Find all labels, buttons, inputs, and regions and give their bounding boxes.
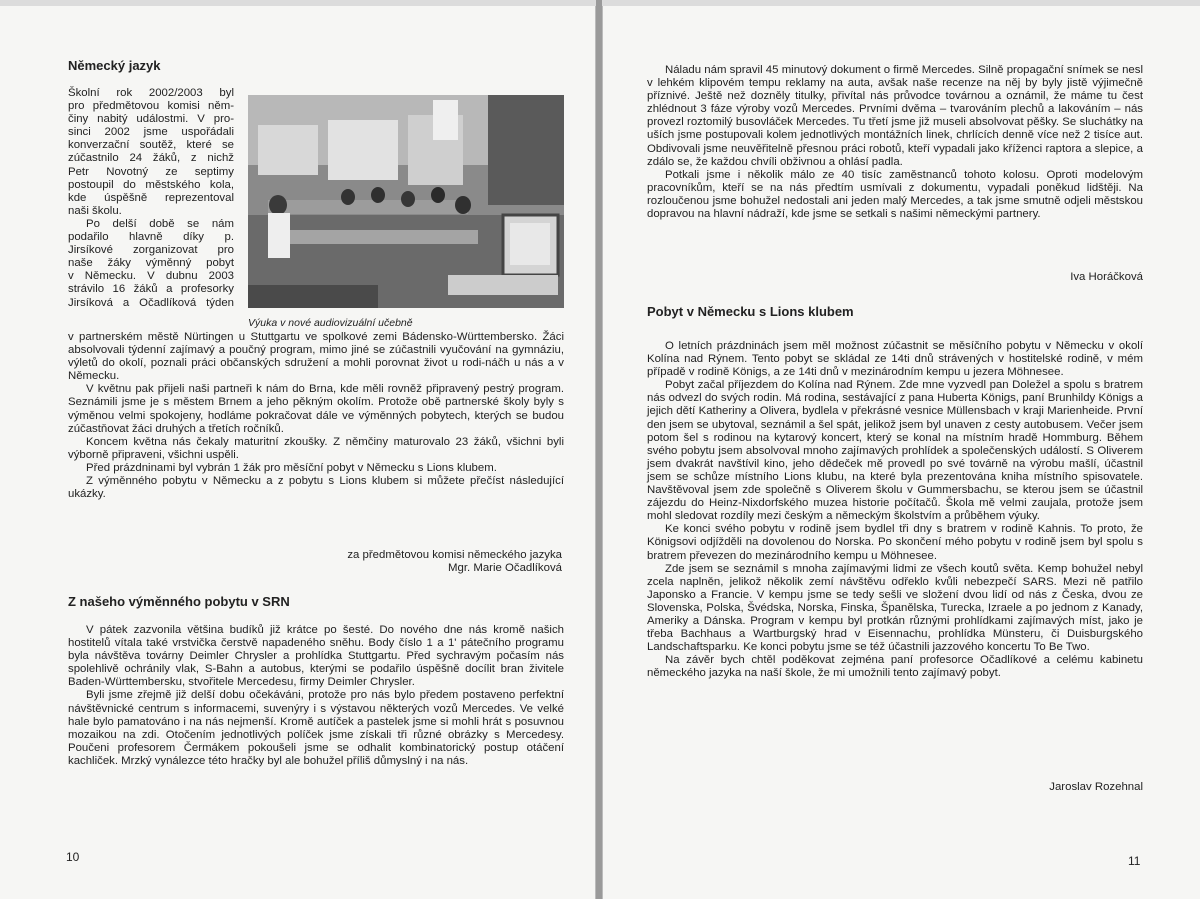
classroom-photo (248, 95, 564, 308)
body-text-3 (647, 64, 1143, 221)
section-heading: Německý jazyk (68, 58, 161, 73)
intro-line: Jirsíkové zorganizovat pro (68, 244, 234, 257)
paragraph: Potkali jsme i několik málo ze 40 tisíc zaměstnanců tohoto kolosu. Oproti modelovým pracovníkům, kteří se na nás předtím usmívali z dokumentu, vypadali poněkud lidštěji. Na rozloučenou jsme bohužel nedostali ani jeden malý Mercedes, a tak jsme smutně odjeli městskou dopravou na hlavní nádraží, kde jsme se setkali s našimi německými partnery. (647, 168, 1143, 221)
paragraph: V pátek zazvonila většina budíků již krátce po šesté. Do nového dne nás kromě našich hostitelů vítala také vrstvička čerstvě napadeného sněhu. Body číslo 1 a 1' pátečního programu byla návštěva továrny Deimler Chrysler a prohlídka Stuttgartu. Před sychravým počasím nás spolehlivě ochránily vlak, S-Bahn a autobus, kterými se podařilo úspěšně docílit bran živitele Baden-Württembersku, stvořitele Mercedesu, firmy Deimler Chrysler. (68, 624, 564, 689)
body-text-1 (68, 331, 564, 501)
intro-line: naše žáky výměnný pobyt (68, 257, 234, 270)
paragraph: Náladu nám spravil 45 minutový dokument o firmě Mercedes. Silně propagační snímek se nesl v lehkém klipovém tempu reklamy na auta, avšak naše recenze na něj by byly jistě výjimečně příznivé. Ještě než dozněly titulky, přivítal nás průvodce továrnou a oznámil, že máme tu čest zhlédnout 3 fáze výroby vozů Mercedes. Prvními dvěma – tvarováním plechů a lakováním – nás provezl roztomilý busovláček Mercedes. Tu třetí jsme již museli absolvovat pěšky. Se sluchátky na uších jsme postupovali kolem jednotlivých montážních linek, chrlících denně více než 2 tisíce aut. Obdivovali jsme neuvěřitelně přesnou práci robotů, kteří vypadali jako kříženci raptora a slepice, a zdálo se, že každou chvíli obživnou a ohlásí padla. (647, 64, 1143, 168)
intro-column (68, 87, 234, 310)
body-text-4 (647, 340, 1143, 680)
intro-line: Petr Novotný ze septimy (68, 165, 234, 178)
photo-caption: Výuka v nové audiovizuální učebně (248, 317, 413, 329)
intro-line: v Německu. V dubnu 2003 (68, 270, 234, 283)
intro-line: zúčastnilo 24 žáků, z nichž (68, 152, 234, 165)
paragraph: Byli jsme zřejmě již delší dobu očekáváni, protože pro nás bylo předem postaveno perfektní návštěvnické centrum s informacemi, suvenýry i s výstavou některých vozů Mercedes. Ve velké hale bylo pamatováno i na nás nejmenší. Kromě autíček a pastelek jsme si mohli hrát s posuvnou mozaikou na zdi. Otočením jednotlivých políček jsme získali tři různé obrázky s Mercedesy. Poučeni profesorem Čermákem pokoušeli jsme se odhalit kombinatorický postup otáčení kachliček. Mrzký vynálezce této hračky byl ale bohužel příliš důmyslný i na nás. (68, 689, 564, 767)
signature: Iva Horáčková (1070, 271, 1143, 283)
paragraph: Na závěr bych chtěl poděkovat zejména paní profesorce Očadlíkové a celému kabinetu německého jazyka na naší škole, že mi umožnili tento zajímavý pobyt. (647, 654, 1143, 680)
section-heading: Z našeho výměnného pobytu v SRN (68, 594, 290, 609)
intro-line: podařilo hlavně díky p. (68, 231, 234, 244)
intro-line: strávilo 16 žáků a profesorky (68, 283, 234, 296)
left-page (0, 6, 596, 899)
paragraph: v partnerském městě Nürtingen u Stuttgartu ve spolkové zemi Bádensko-Württembersko. Žáci absolvovali týdenní zajímavý a poučný program, mimo jiné se zúčastnili vyučování na gymnáziu, výletů do okolí, poznali práci občanských sdružení a mohli porovnat život u rodi-náčh u nás a v Německu. (68, 331, 564, 383)
intro-line: sinci 2002 jsme uspořádali (68, 126, 234, 139)
signature (300, 549, 562, 575)
paragraph: Z výměnného pobytu v Německu a z pobytu s Lions klubem si můžete přečíst následující ukázky. (68, 475, 564, 501)
intro-line: naši školu. (68, 204, 122, 217)
section-heading: Pobyt v Německu s Lions klubem (647, 304, 854, 319)
paragraph: V květnu pak přijeli naši partneři k nám do Brna, kde měli rovněž připravený pestrý program. Seznámili jsme je s městem Brnem a jeho pěkným okolím. Protože obě partnerské školy byly s výměnou velmi spokojeny, hodláme pokračovat dále ve výměnných pobytech, kterých se budou zúčastňovat žáci druhých a třetích ročníků. (68, 383, 564, 435)
intro-line: Jirsíková a Očadlíková týden (68, 296, 234, 309)
intro-line: pro předmětovou komisi něm- (68, 100, 234, 113)
body-text-2 (68, 624, 564, 768)
paragraph: Před prázdninami byl vybrán 1 žák pro měsíční pobyt v Německu s Lions klubem. (86, 461, 497, 474)
intro-line: činy nabitý událostmi. V pro- (68, 113, 234, 126)
intro-line: konverzační soutěž, které se (68, 139, 234, 152)
intro-line: Po delší době se nám (86, 217, 234, 230)
intro-line: Školní rok 2002/2003 byl (68, 87, 234, 99)
right-page (602, 6, 1200, 899)
signature: Jaroslav Rozehnal (1049, 781, 1143, 793)
signature-name: Mgr. Marie Očadlíková (448, 562, 562, 575)
paragraph: Ke konci svého pobytu v rodině jsem bydlel tři dny s bratrem v rodině Kahnis. To proto, že Königsovi odjížděli na dovolenou do Norska. Po skončení mého pobytu v rodině jsem byl spolu s bratrem převezen do mezinárodního kempu u Möhnesee. (647, 523, 1143, 562)
paragraph: Zde jsem se seznámil s mnoha zajímavými lidmi ze všech koutů světa. Kemp bohužel nebyl zcela naplněn, jelikož několik zemí návštěvu odřeklo kvůli nebezpečí SARS. Mezi ně patřilo Japonsko a Francie. V kempu jsme se tedy sešli ve složení dvou lidí od nás z Česka, dvou ze Slovenska, Polska, Švédska, Norska, Finska, Španělska, Turecka, Izraele a po jednom z Kanady, Ameriky a Dánska. Program v kempu byl protkán různými prohlídkami zajímavých míst, jako je třeba Bachhaus a Wartburgský hrad v Eisennachu, prohlídka Münsteru, či Duisburgského Landschaftsparku. Ke konci pobytu jsme se též účastnili jazzového koncertu To Be Two. (647, 562, 1143, 654)
paragraph: O letních prázdninách jsem měl možnost zúčastnit se měsíčního pobytu v Německu v okolí Kolína nad Rýnem. Tento pobyt se skládal ze 14ti dnů strávených v hostitelské rodině, v mém případě v rodině Königs, a ze 14ti dnů v mezinárodním kempu u jezera Möhnesee. (647, 340, 1143, 379)
paragraph: Koncem května nás čekaly maturitní zkoušky. Z němčiny maturovalo 23 žáků, všichni byli výborně připraveni, všichni uspěli. (68, 435, 564, 461)
page-number: 11 (1128, 854, 1141, 868)
paragraph: Pobyt začal příjezdem do Kolína nad Rýnem. Zde mne vyzvedl pan Doležel a spolu s bratrem nás odvezl do svých rodin. Má rodina, sestávající z pana Huberta Königs, paní Brunhildy Königs a jejich dětí Katheriny a Olivera, bydlela v překrásné vesnice Müllensbach v kraji Marienheide. První den jsem se ubytoval, seznámil a šel spát, jelikož jsem byl unaven z cesty autobusem. Večer jsem potom šel s rodinou na kytarový koncert, který se konal na místním hradě Hommburg. Během svého pobytu jsem absolvoval mnoho zajímavých prohlídek a společenských událostí. S Oliverem jsem dvakrát navštívil kino, jeho dědeček mě provedl po své továrně na výrobu mašlí, účastnil jsem se schůze místního Lions klubu, na které byla prezentována kniha místního spisovatele. Navštěvoval jsem zde společně s Oliverem školu v Gummersbachu, se kterou jsem se účastnil zájezdu do Heinz-Nixdorfského muzea historie počítačů. Škola mě velmi zaujala, protože jsem mohl sledovat rozdíly mezi českým a německým školstvím a průběhem výuky. (647, 379, 1143, 523)
intro-line: postoupil do městského kola, (68, 178, 234, 191)
signature-line: za předmětovou komisi německého jazyka (347, 549, 562, 561)
intro-line: kde úspěšně reprezentoval (68, 191, 234, 204)
page-number: 10 (66, 850, 80, 864)
